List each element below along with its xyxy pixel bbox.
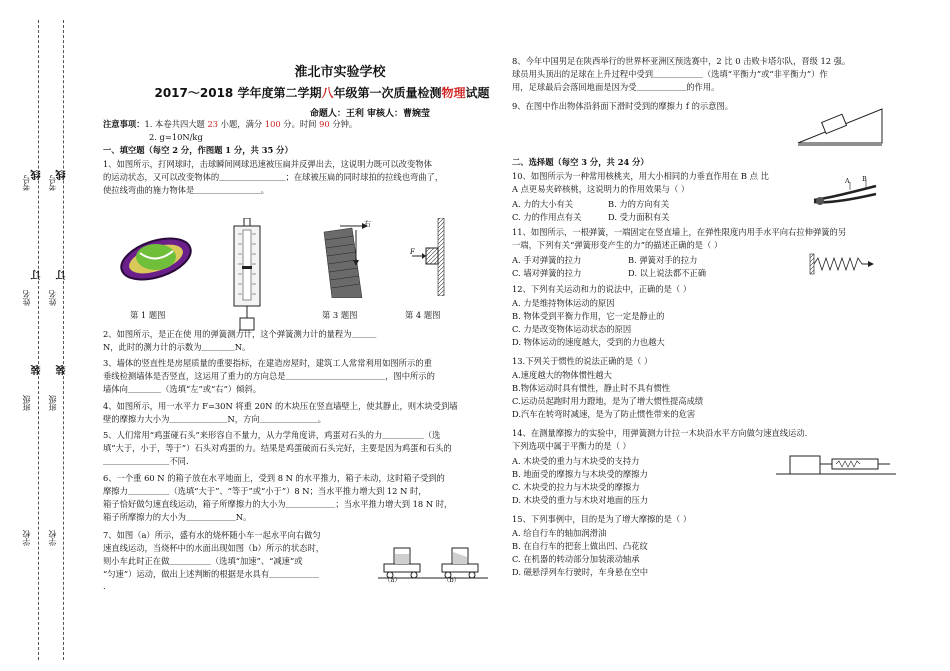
- spring-wall-figure: [808, 252, 886, 276]
- fig10-label-a: A: [845, 177, 850, 185]
- label-kaohao-2: 考号: [48, 175, 57, 191]
- authors-line: 命题人：王利 审核人：曹婉莹: [309, 109, 431, 119]
- brick-wall-figure: [318, 218, 370, 298]
- question-1: 1、如图所示，打网球时，击球瞬间网球迅速被压扁并反弹出去，这说明力既可以改变物体 的运动状态，又可以改变物体的＿＿＿＿＿＿＿＿；在球被压扁的同时球拍的拉线也弯曲了， 使拉线弯曲的施力物体是＿＿＿＿＿＿＿＿。: [103, 159, 444, 195]
- fig3-arrow-label: 右: [364, 220, 371, 228]
- fig10-label-b: B: [862, 175, 867, 183]
- label-banji-1: 班级: [22, 395, 31, 411]
- question-5: 5、人们常用“鸡蛋碰石头”来形容自不量力，从力学角度讲，鸡蛋对石头的力＿＿＿＿＿（选 填“大于，小于，等于”）石头对鸡蛋的力。结果是鸡蛋破而石头完好，主要是因为鸡蛋和石头的 ＿＿＿＿＿＿＿＿不同.: [103, 430, 452, 466]
- question-15: 15、下列事例中，目的是为了增大摩擦的是（ ）: [512, 514, 692, 524]
- section2-title: 二、选择题（每空 3 分，共 24 分）: [512, 157, 649, 167]
- tennis-racket-figure: [118, 225, 196, 287]
- binding-line-inner: [38, 20, 39, 660]
- fig7-label-b: （b）: [443, 576, 461, 584]
- section1-title: 一、填空题（每空 2 分，作图题 1 分，共 35 分）: [103, 145, 293, 155]
- question-13-options: A.速度越大的物体惯性越大 B.物体运动时具有惯性，静止时不具有惯性 C.运动员起跑时用力蹬地，是为了增大惯性提高成绩 D.汽车在转弯时减速，是为了防止惯性带来的危害: [512, 370, 704, 419]
- label-xingming-1: 姓名: [22, 290, 31, 306]
- caption-fig1: 第 1 题图: [130, 310, 166, 320]
- question-9: 9、在图中作出物体沿斜面下滑时受到的摩擦力 f 的示意图。: [512, 101, 734, 111]
- label-kaohao-1: 考号: [22, 175, 31, 191]
- question-12-options: A. 力是维持物体运动的原因 B. 物体受到平衡力作用，它一定是静止的 C. 力是改变物体运动状态的原因 D. 物体运动的速度越大，受到的力也越大: [512, 298, 665, 347]
- question-14: 14、在测量摩擦力的实验中，用弹簧测力计拉一木块沿水平方向做匀速直线运动. 下列选项中属于平衡力的是（ ）: [512, 428, 808, 451]
- fig4-force-label: F: [410, 248, 415, 256]
- question-3: 3、墙体的竖直性是房屋质量的重要指标，在建造房屋时，建筑工人常常利用如图所示的重 垂线检测墙体是否竖直，这运用了重力的方向总是＿＿＿＿＿＿＿＿＿＿＿＿，图中所示的 墙体向＿＿＿＿（选填“左”或“右”）倾斜。: [103, 358, 435, 394]
- question-11-options: A. 手对弹簧的拉力 B. 弹簧对手的拉力 C. 墙对弹簧的拉力 D. 以上说法都不正确: [512, 255, 707, 278]
- question-8: 8、今年中国男足在陕西举行的世界杯亚洲区预选赛中，2 比 0 击败卡塔尔队，晋级 12 强。 球员用头顶出的足球在上升过程中受到＿＿＿＿＿＿（选填“平衡力”或“非平衡力”）作 用，足球最后会落回地面是因为受＿＿＿＿＿＿的作用。: [512, 56, 851, 92]
- binding-ding-2: 订: [57, 270, 68, 280]
- caption-fig4: 第 4 题图: [405, 310, 441, 320]
- block-spring-scale-figure: [776, 448, 896, 478]
- question-12: 12、下列有关运动和力的说法中，正确的是（ ）: [512, 284, 692, 294]
- binding-zhuang-1: 装: [32, 365, 43, 375]
- label-xuexiao-1: 学校: [22, 530, 31, 546]
- incline-figure: [796, 103, 884, 147]
- caption-fig3: 第 3 题图: [322, 310, 358, 320]
- question-6: 6、一个重 60 N 的箱子放在水平地面上，受到 8 N 的水平推力，箱子未动，这时箱子受到的 摩擦力＿＿＿＿＿（选填“大于”、“等于”或“小于”）8 N；当水平推力增大到 12 N 时， 箱子恰好做匀速直线运动，箱子所摩擦力的大小为＿＿＿＿＿＿；当水平推力增大到 18 N 时， 箱子所摩擦力的大小为＿＿＿＿＿＿N。: [103, 473, 453, 522]
- label-xingming-2: 姓名: [48, 290, 57, 306]
- binding-line-left: [63, 20, 64, 660]
- label-banji-2: 班级: [48, 395, 57, 411]
- question-2: 2、如图所示，是正在使 用的弹簧测力计，这个弹簧测力计的量程为＿＿＿ N，此时的测力计的示数为＿＿＿＿N。: [103, 329, 377, 352]
- binding-xian-1: 线: [32, 170, 43, 180]
- binding-ding-1: 订: [32, 270, 43, 280]
- question-14-options: A. 木块受的重力与木块受的支持力 B. 地面受的摩擦力与木块受的摩擦力 C. 木块受的拉力与木块受的摩擦力 D. 木块受的重力与木块对地面的压力: [512, 456, 649, 505]
- spring-scale-figure: [230, 218, 264, 333]
- question-13: 13.下列关于惯性的说法正确的是（ ）: [512, 356, 653, 366]
- binding-zhuang-2: 装: [57, 365, 68, 375]
- question-11: 11、如图所示，一根弹簧，一端固定在竖直墙上，在弹性限度内用手水平向右拉伸弹簧的另 一端，下列有关“弹簧形变产生的力”的描述正确的是（ ）: [512, 227, 847, 250]
- exam-title: 2017～2018 学年度第二学期八年级第一次质量检测物理试题: [154, 86, 490, 100]
- question-4: 4、如图所示，用一水平力 F=30N 将重 20N 的木块压在竖直墙壁上，使其静止，则木块受到墙 壁的摩擦力大小为＿＿＿＿＿＿＿N，方向＿＿＿＿＿＿＿。: [103, 401, 458, 424]
- notes: 注意事项：1. 本卷共四大题 23 小题，满分 100 分。时间 90 分钟。 2. g=10N/kg: [103, 119, 358, 142]
- school-name: 淮北市实验学校: [294, 65, 386, 80]
- fig7-label-a: （a）: [384, 576, 401, 584]
- binding-xian-2: 线: [57, 170, 68, 180]
- question-10-options: A. 力的大小有关 B. 力的方向有关 C. 力的作用点有关 D. 受力面积有关: [512, 199, 670, 222]
- question-10: 10、如图所示为一种常用核桃夹，用大小相同的力垂直作用在 B 点 比 A 点更易夹碎核桃，这说明力的作用效果与（ ）: [512, 171, 769, 194]
- question-15-options: A. 给自行车的轴加润滑油 B. 在自行车的把套上做出凹、凸花纹 C. 在机器的转动部分加装滚动轴承 D. 磁悬浮列车行驶时，车身悬在空中: [512, 528, 649, 577]
- label-xuexiao-2: 学校: [48, 530, 57, 546]
- question-7: 7、如图（a）所示，盛有水的烧杯随小车一起水平向右做匀 速直线运动，当烧杯中的水面出现如图（b）所示的状态时， 则小车此时正在做＿＿＿＿＿（选填“加速”、“减速”或 “匀速”）运动，做出上述判断的根据是水具有＿＿＿＿＿＿ .: [103, 530, 325, 592]
